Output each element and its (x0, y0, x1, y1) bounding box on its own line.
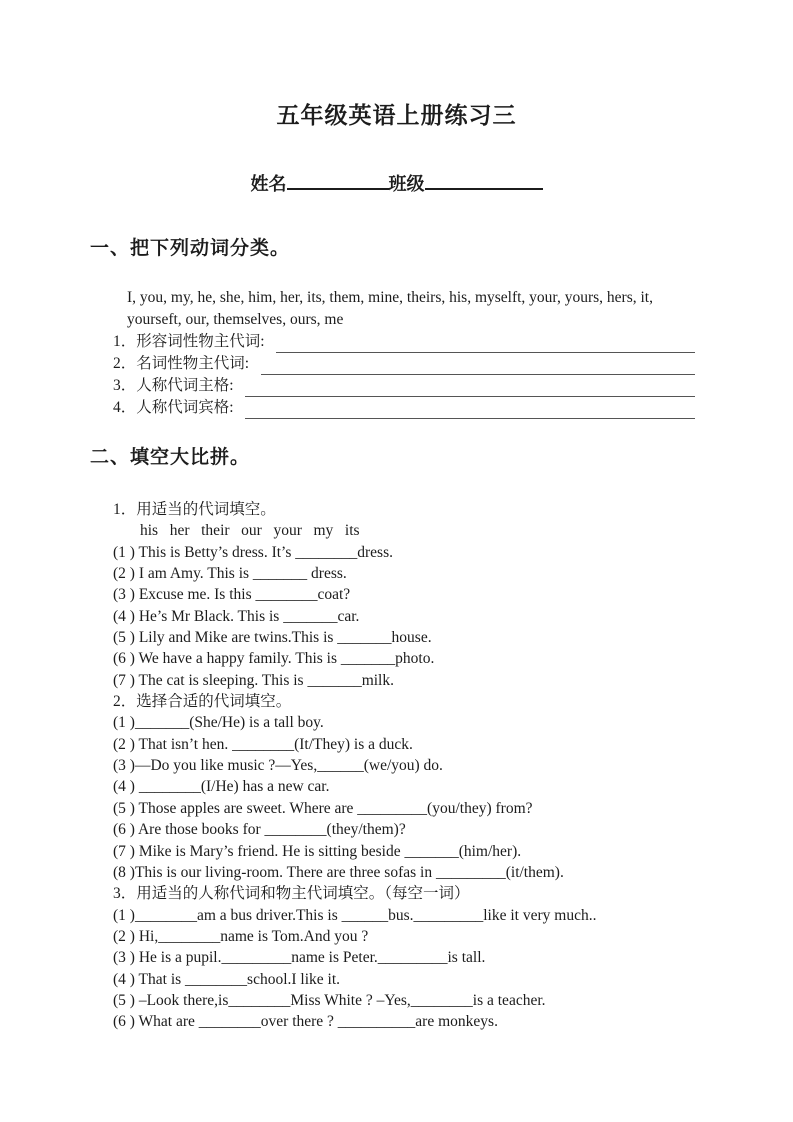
question-line: (1 )_______(She/He) is a tall boy. (113, 714, 324, 732)
question-line: (3 ) He is a pupil._________name is Peter._________is tall. (113, 949, 486, 967)
question-line: (1 ) This is Betty’s dress. It’s ________dress. (113, 543, 393, 561)
answer-blank-line (245, 379, 695, 397)
question-line: (7 ) The cat is sleeping. This is _______milk. (113, 671, 394, 689)
question-line: (5 ) –Look there,is________Miss White ? –Yes,________is a teacher. (113, 991, 546, 1009)
question-line: (4 ) ________(I/He) has a new car. (113, 778, 330, 796)
class-blank-line (425, 172, 543, 190)
pronoun-word-list: I, you, my, he, she, him, her, its, them, mine, theirs, his, myselft, your, yours, hers, it, yourseft, our, themselves, ours, me (127, 289, 653, 328)
question-line: (5 ) Those apples are sweet. Where are _________(you/they) from? (113, 799, 533, 817)
classify-item-object-pronoun (113, 397, 703, 419)
question-line: (2 ) That isn’t hen. ________(It/They) is a duck. (113, 735, 413, 753)
question-line: (2 ) I am Amy. This is _______ dress. (113, 565, 347, 583)
part-2-title: 2．选择合适的代词填空。 (113, 693, 292, 711)
question-line: (5 ) Lily and Mike are twins.This is _______house. (113, 629, 432, 647)
classify-item-label: 2．名词性物主代词: (113, 355, 253, 372)
question-line: (6 ) We have a happy family. This is _______photo. (113, 650, 435, 668)
name-blank-line (287, 172, 389, 190)
question-line: (3 ) Excuse me. Is this ________coat? (113, 586, 351, 604)
question-line: (7 ) Mike is Mary’s friend. He is sitting beside _______(him/her). (113, 842, 522, 860)
section-2-heading: 二、填空大比拼。 (90, 447, 251, 468)
answer-blank-line (276, 335, 695, 353)
section-2-exercises (113, 499, 703, 1033)
answer-blank-line (261, 357, 695, 375)
class-field-label: 班级 (388, 174, 425, 194)
classify-item-subject-pronoun (113, 375, 703, 397)
question-line: (4 ) That is ________school.I like it. (113, 970, 341, 988)
question-line: (6 ) Are those books for ________(they/them)? (113, 821, 406, 839)
classify-item-label: 4．人称代词宾格: (113, 399, 238, 416)
question-line: (2 ) Hi,________name is Tom.And you ? (113, 927, 369, 945)
classify-item-noun-possessive (113, 353, 703, 375)
exercise-title: 五年级英语上册练习三 (276, 103, 517, 128)
part-3-title: 3．用适当的人称代词和物主代词填空。（每空一词） (113, 885, 470, 903)
classify-item-label: 3．人称代词主格: (113, 377, 238, 394)
question-line: (1 )________am a bus driver.This is ______bus._________like it very much.. (113, 906, 597, 924)
name-field-label: 姓名 (250, 174, 287, 194)
question-line: (4 ) He’s Mr Black. This is _______car. (113, 607, 360, 625)
name-class-line (90, 170, 703, 196)
classification-list (90, 331, 703, 419)
classify-item-adjective-possessive (113, 331, 703, 353)
section-1-heading: 一、把下列动词分类。 (90, 238, 291, 259)
word-bank: his her their our your my its (140, 522, 360, 540)
answer-blank-line (245, 401, 695, 419)
question-line: (8 )This is our living-room. There are three sofas in _________(it/them). (113, 863, 564, 881)
part-1-title: 1．用适当的代词填空。 (113, 501, 276, 518)
question-line: (6 ) What are ________over there ? __________are monkeys. (113, 1013, 498, 1031)
question-line: (3 )—Do you like music ?—Yes,______(we/you) do. (113, 757, 443, 775)
classify-item-label: 1．形容词性物主代词: (113, 333, 269, 350)
